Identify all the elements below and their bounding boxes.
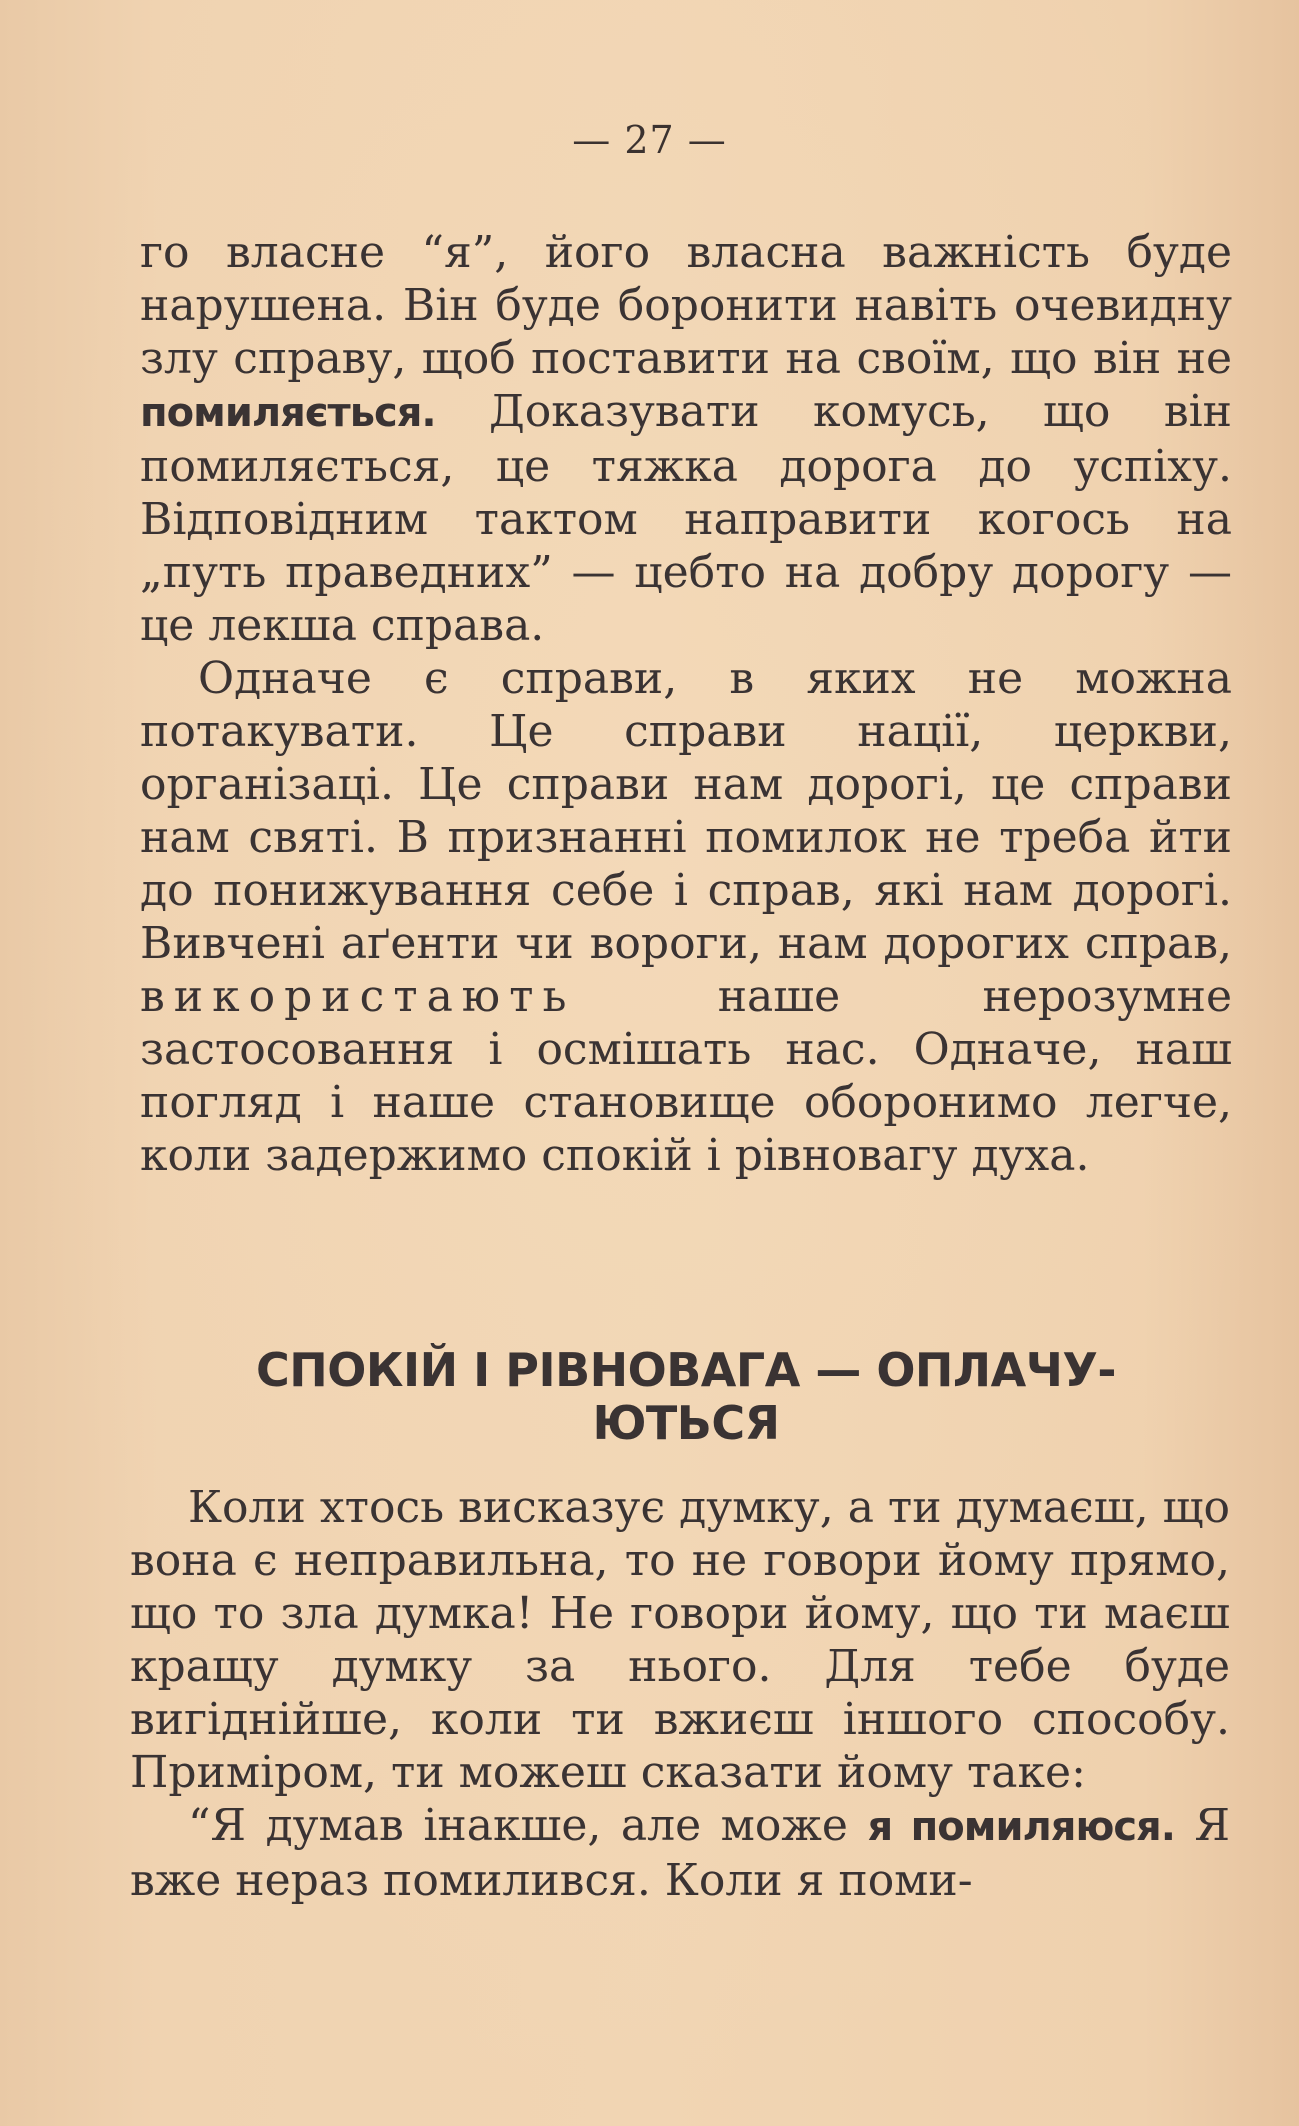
paragraph-1-bold: помиляється. — [140, 390, 436, 436]
page-number: — 27 — — [572, 118, 727, 162]
section-heading-line-1: СПОКІЙ І РІВНОВАГА — ОПЛАЧУ- — [256, 1343, 1116, 1397]
paragraph-1 — [140, 226, 1232, 652]
paragraph-1-text-a: го власне “я”, його власна важність буде нарушена. Він буде боронити навіть очевидну злу справу, щоб поставити на своїм, що він не — [140, 227, 1232, 384]
paragraph-2-text-b: наше нерозумне застосовання і осмішать нас. Одначе, наш погляд і наше становище оборонимо легче, коли задержимо спокій і рівновагу духа. — [140, 971, 1232, 1181]
text-section-1 — [140, 226, 1232, 1182]
quote-bold: я помиляюся. — [867, 1804, 1175, 1850]
section-heading — [140, 1344, 1232, 1450]
paragraph-2-spaced: використають — [140, 971, 576, 1022]
paragraph-quote — [130, 1799, 1230, 1907]
paragraph-1-text-b: Доказувати комусь, що він помиляється, це тяжка дорога до успіху. Відповідним тактом направити когось на „путь праведних” — цебто на добру дорогу — це лекша справа. — [140, 386, 1232, 651]
quote-text-b: Я вже нераз помилився. Коли я поми- — [130, 1800, 1231, 1906]
paragraph-2 — [140, 652, 1232, 1182]
paragraph-2-text-a: Одначе є справи, в яких не можна потакувати. Це справи нації, церкви, організаці. Це справи нам дорогі, це справи нам святі. В признанні помилок не треба йти до понижування себе і справ, які нам дорогі. Вивчені аґенти чи вороги, нам дорогих справ, — [140, 653, 1232, 969]
quote-text-a: “Я думав інакше, але може — [188, 1800, 868, 1851]
text-section-2 — [130, 1481, 1230, 1907]
paragraph-3: Коли хтось висказує думку, а ти думаєш, що вона є неправильна, то не говори йому прямо, що то зла думка! Не говори йому, що ти маєш кращу думку за нього. Для тебе буде вигіднійше, коли ти вжиєш іншого способу. Приміром, ти можеш сказати йому таке: — [130, 1482, 1230, 1798]
section-heading-line-2: ЮТЬСЯ — [592, 1396, 780, 1450]
